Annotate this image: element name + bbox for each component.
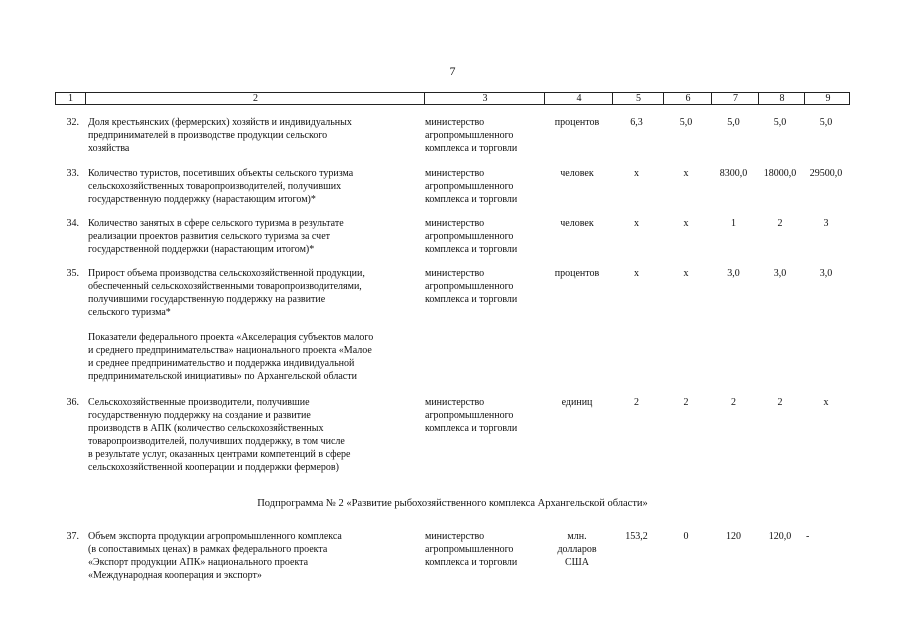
value-col7: 120 [726, 531, 741, 542]
value-col5: 153,2 [625, 531, 648, 542]
row-number: 34. [66, 218, 79, 229]
header-cell: 6 [663, 93, 712, 104]
row-number: 32. [66, 117, 79, 128]
value-col7: 1 [731, 218, 736, 229]
value-col7: 5,0 [727, 117, 740, 128]
value-col9: 3 [823, 218, 829, 229]
value-col8: 18000,0 [763, 168, 797, 179]
value-col6: х [683, 218, 689, 229]
value-col8: 2 [777, 397, 783, 408]
executor: министерство агропромышленного комплекса и торговли [425, 268, 518, 305]
indicator-name: Объем экспорта продукции агропромышленного комплекса (в сопоставимых ценах) в рамках федерального проекта «Экспорт продукции АПК» национального проекта «Международная кооперация и экспорт» [88, 531, 342, 581]
value-col5: х [634, 268, 639, 279]
row-number: 35. [66, 268, 79, 279]
value-col8: 5,0 [773, 117, 787, 128]
header-cell: 2 [85, 93, 425, 104]
header-cell: 1 [68, 93, 73, 104]
value-col6: 2 [683, 397, 689, 408]
indicator-name: Сельскохозяйственные производители, получившие государственную поддержку на создание и развитие производств в АПК (количество сельскохозяйственных товаропроизводителей, получивших поддержку, в том числе в результате услуг, оказанных центрами компетенций в сфере сельскохозяйственной кооперации и поддержки фермеров) [88, 397, 351, 473]
header-cell: 4 [544, 93, 613, 104]
value-col6: х [683, 168, 689, 179]
value-col8: 3,0 [773, 268, 787, 279]
executor: министерство агропромышленного комплекса и торговли [425, 397, 518, 434]
executor: министерство агропромышленного комплекса и торговли [425, 218, 518, 255]
header-cell: 5 [612, 93, 664, 104]
indicator-name: Количество занятых в сфере сельского туризма в результате реализации проектов развития сельского туризма за счет государственной поддержки (нарастающим итогом)* [88, 218, 344, 255]
value-col9: 3,0 [819, 268, 833, 279]
table-header [55, 92, 850, 105]
federal-project-heading: Показатели федерального проекта «Акселерация субъектов малого и среднего предпринимательства» национального проекта «Малое и среднее предпринимательство и поддержка индивидуальной предпринимательской инициативы» по Архангельской области [88, 332, 374, 382]
value-col8: 2 [777, 218, 783, 229]
value-col5: 6,3 [630, 117, 643, 128]
value-col5: х [634, 168, 639, 179]
unit: процентов [554, 117, 600, 128]
header-cell: 8 [758, 93, 805, 104]
unit: человек [560, 168, 594, 179]
value-col5: х [634, 218, 639, 229]
indicator-name: Доля крестьянских (фермерских) хозяйств и индивидуальных предпринимателей в производстве продукции сельского хозяйства [88, 117, 352, 154]
unit: единиц [561, 397, 593, 408]
value-col6: х [683, 268, 689, 279]
row-number: 36. [66, 397, 79, 408]
indicator-name: Количество туристов, посетивших объекты сельского туризма сельскохозяйственных товаропроизводителей, получивших государственную поддержку (нарастающим итогом)* [88, 168, 354, 205]
unit: человек [560, 218, 594, 229]
value-col9: 29500,0 [809, 168, 843, 179]
executor: министерство агропромышленного комплекса и торговли [425, 531, 518, 568]
subprogram-heading: Подпрограмма № 2 «Развитие рыбохозяйственного комплекса Архангельской области» [257, 498, 648, 509]
unit: процентов [554, 268, 600, 279]
value-col9: 5,0 [819, 117, 833, 128]
row-number: 33. [66, 168, 79, 179]
executor: министерство агропромышленного комплекса и торговли [425, 117, 518, 154]
value-col9: х [823, 397, 829, 408]
header-cell: 3 [424, 93, 545, 104]
value-col8: 120,0 [768, 531, 792, 542]
value-col9: - [806, 531, 810, 542]
value-col7: 8300,0 [719, 168, 748, 179]
header-cell: 7 [711, 93, 759, 104]
page-number: 7 [449, 64, 456, 78]
value-col6: 0 [683, 531, 689, 542]
executor: министерство агропромышленного комплекса и торговли [425, 168, 518, 205]
row-number: 37. [66, 531, 79, 542]
indicator-name: Прирост объема производства сельскохозяйственной продукции, обеспеченный сельскохозяйственными товаропроизводителями, получившими государственную поддержку на развитие сельского туризма* [88, 268, 365, 318]
value-col7: 2 [731, 397, 736, 408]
header-cell: 9 [804, 93, 851, 104]
value-col7: 3,0 [727, 268, 740, 279]
value-col6: 5,0 [679, 117, 693, 128]
value-col5: 2 [634, 397, 639, 408]
unit: млн. долларов США [557, 531, 597, 568]
